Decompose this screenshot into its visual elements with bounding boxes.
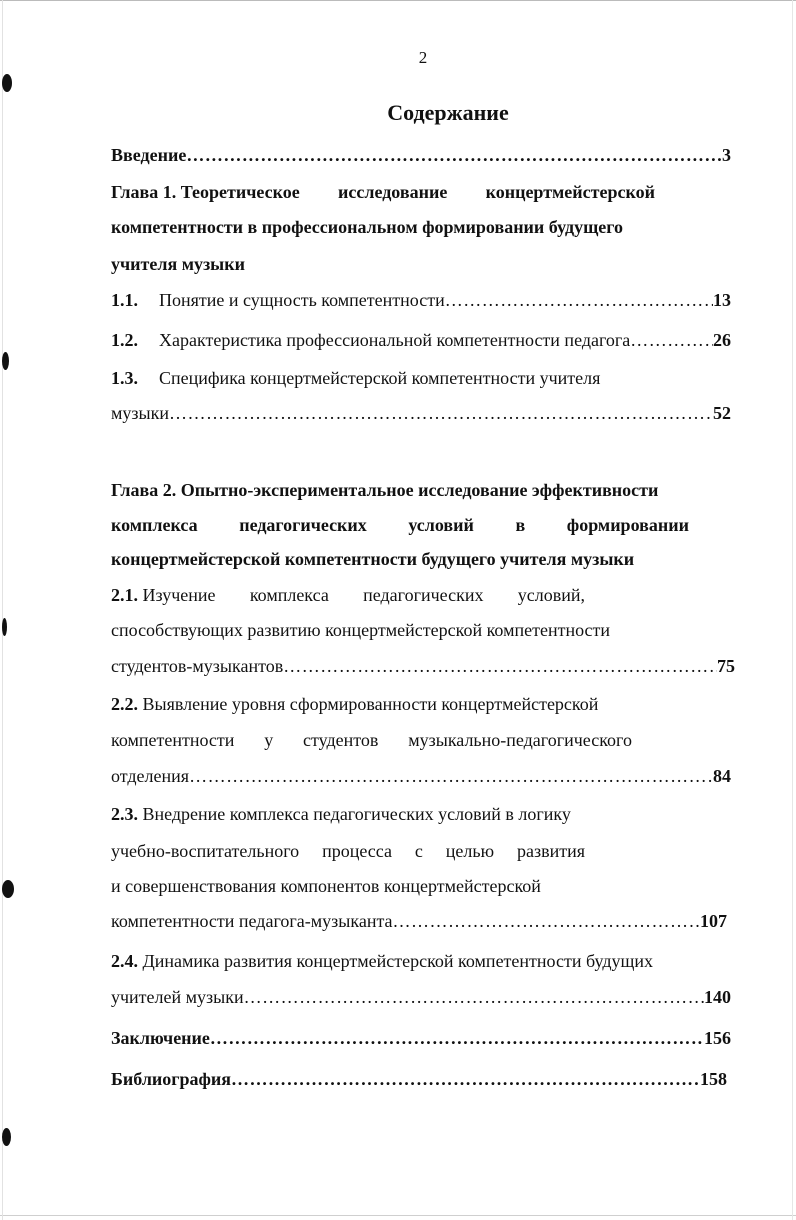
punch-hole-mark xyxy=(2,880,14,898)
toc-entry-2-1-line2: способствующих развитию концертмейстерской компетентности xyxy=(111,620,611,640)
section-number: 2.2. xyxy=(111,694,138,714)
leader-dots xyxy=(393,909,700,933)
section-number: 2.3. xyxy=(111,804,138,824)
toc-entry-label: отделения xyxy=(111,766,190,786)
toc-entry-conclusion xyxy=(111,1026,731,1050)
toc-entry-page: 13 xyxy=(713,290,731,310)
heading-word: Глава 1. Теоретическое xyxy=(111,182,300,202)
punch-hole-mark xyxy=(2,618,7,636)
leader-dots xyxy=(630,328,713,352)
toc-entry-1-3 xyxy=(111,366,600,390)
toc-entry-1-3-cont xyxy=(111,401,731,425)
toc-entry-label: музыки xyxy=(111,403,169,423)
leader-dots xyxy=(445,288,713,312)
toc-entry-word: процесса xyxy=(322,841,392,861)
section-number: 1.1. xyxy=(111,290,138,310)
toc-entry-1-1 xyxy=(111,288,731,312)
toc-entry-word: комплекса xyxy=(249,585,329,605)
scan-edge-top xyxy=(0,0,796,3)
toc-entry-2-3-line4 xyxy=(111,909,727,933)
toc-entry-1-2 xyxy=(111,328,731,352)
toc-entry-page: 3 xyxy=(722,145,731,165)
chapter2-heading-line3: концертмейстерской компетентности будущего учителя музыки xyxy=(111,549,635,569)
toc-entry-2-3 xyxy=(111,802,571,826)
toc-entry-word: педагогических xyxy=(363,585,484,605)
toc-entry-word: у xyxy=(264,730,274,750)
toc-entry-page: 156 xyxy=(704,1028,731,1048)
chapter1-heading-line3: учителя музыки xyxy=(111,254,245,274)
toc-entry-2-2-line3 xyxy=(111,764,731,788)
toc-entry-word: Изучение xyxy=(142,585,216,605)
leader-dots xyxy=(189,764,713,788)
toc-entry-label: Специфика концертмейстерской компетентности учителя xyxy=(159,368,601,388)
toc-entry-word: целью xyxy=(445,841,495,861)
heading-word: в xyxy=(515,515,526,535)
toc-entry-label: Заключение xyxy=(111,1028,210,1048)
scan-edge-bottom xyxy=(0,1215,796,1216)
section-number: 2.4. xyxy=(111,951,138,971)
heading-word: условий xyxy=(408,515,474,535)
leader-dots xyxy=(283,654,717,678)
section-number: 2.1. xyxy=(111,585,138,605)
heading-word: комплекса xyxy=(111,515,198,535)
chapter1-heading-line2: компетентности в профессиональном формировании будущего xyxy=(111,217,623,237)
punch-hole-mark xyxy=(2,74,12,92)
toc-entry-2-1-line3 xyxy=(111,654,735,678)
toc-entry-label: Характеристика профессиональной компетентности педагога xyxy=(159,330,631,350)
toc-entry-2-2-line2 xyxy=(111,728,632,752)
toc-entry-page: 75 xyxy=(717,656,735,676)
punch-hole-mark xyxy=(2,1128,11,1146)
toc-entry-word: учебно-воспитательного xyxy=(111,841,300,861)
leader-dots xyxy=(186,143,722,167)
toc-entry-2-2 xyxy=(111,692,598,716)
toc-entry-2-3-line2 xyxy=(111,839,585,863)
toc-entry-label: учителей музыки xyxy=(111,987,244,1007)
toc-entry-label: Выявление уровня сформированности концертмейстерской xyxy=(142,694,599,714)
scan-edge-right xyxy=(792,0,793,1220)
heading-word: педагогических xyxy=(239,515,367,535)
page-number: 2 xyxy=(418,48,428,67)
toc-entry-page: 158 xyxy=(700,1069,727,1089)
toc-entry-page: 140 xyxy=(704,987,731,1007)
toc-entry-label: Понятие и сущность компетентности xyxy=(159,290,445,310)
toc-entry-bibliography xyxy=(111,1067,727,1091)
toc-entry-page: 52 xyxy=(713,403,731,423)
toc-entry-page: 107 xyxy=(700,911,727,931)
toc-entry-word: музыкально-педагогического xyxy=(408,730,632,750)
toc-entry-label: компетентности педагога-музыканта xyxy=(111,911,393,931)
toc-entry-2-4 xyxy=(111,949,653,973)
heading-word: концертмейстерской xyxy=(485,182,655,202)
toc-entry-label: Внедрение комплекса педагогических условий в логику xyxy=(142,804,571,824)
leader-dots xyxy=(210,1026,704,1050)
toc-entry-word: условий, xyxy=(517,585,585,605)
chapter2-heading-line1: Глава 2. Опытно-экспериментальное исследование эффективности xyxy=(111,480,659,500)
punch-hole-mark xyxy=(2,352,9,370)
chapter2-heading-line2 xyxy=(111,513,689,537)
section-number: 1.2. xyxy=(111,330,138,350)
heading-word: формировании xyxy=(566,515,689,535)
toc-entry-2-1 xyxy=(111,583,585,607)
toc-entry-label: Введение xyxy=(111,145,187,165)
toc-entry-page: 26 xyxy=(713,330,731,350)
leader-dots xyxy=(244,985,704,1009)
toc-entry-word: студентов xyxy=(303,730,379,750)
toc-entry-word: развития xyxy=(516,841,585,861)
heading-word: исследование xyxy=(338,182,448,202)
toc-entry-intro xyxy=(111,143,731,167)
scan-edge-left xyxy=(2,0,3,1220)
toc-entry-label: Библиография xyxy=(111,1069,232,1089)
toc-entry-page: 84 xyxy=(713,766,731,786)
toc-entry-2-3-line3: и совершенствования компонентов концертмейстерской xyxy=(111,876,541,896)
toc-entry-label: студентов-музыкантов xyxy=(111,656,284,676)
leader-dots xyxy=(169,401,713,425)
section-number: 1.3. xyxy=(111,368,138,388)
toc-title: Содержание xyxy=(387,100,509,125)
toc-entry-2-4-line2 xyxy=(111,985,731,1009)
chapter1-heading-line1 xyxy=(111,180,655,204)
leader-dots xyxy=(231,1067,700,1091)
toc-entry-word: с xyxy=(414,841,423,861)
toc-entry-word: компетентности xyxy=(111,730,235,750)
toc-entry-label: Динамика развития концертмейстерской компетентности будущих xyxy=(142,951,653,971)
